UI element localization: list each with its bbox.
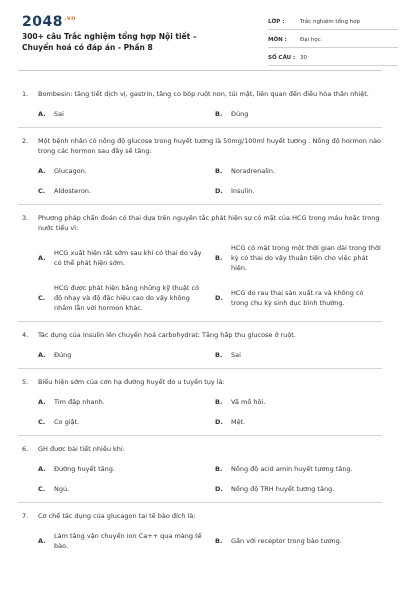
option-text: Ngủ.: [54, 485, 70, 493]
option-letter: A.: [38, 254, 46, 262]
meta-row-class: [268, 15, 398, 30]
meta-row-subject: [268, 33, 398, 48]
option-letter: B.: [215, 254, 223, 262]
option-d[interactable]: [215, 186, 382, 196]
site-logo[interactable]: [22, 14, 76, 30]
meta-row-count: [268, 51, 398, 66]
question-text: Phương pháp chẩn đoán có thai dựa trên nguyên tắc phát hiện sự có mặt của HCG trong máu hoặc trong nước tiểu vì:: [38, 214, 380, 232]
document-meta: [268, 15, 398, 69]
option-letter: B.: [215, 351, 223, 359]
meta-label: SỐ CÂU :: [268, 55, 296, 61]
option-text: HCG do rau thai sản xuất ra và không có trong chu kỳ sinh dục bình thường.: [231, 289, 364, 307]
meta-value: Trắc nghiệm tổng hợp: [300, 19, 361, 25]
question-text: Cơ chế tác dụng của glucagon tại tế bào đích là:: [38, 512, 196, 520]
option-letter: A.: [38, 167, 46, 175]
question-number: 5.: [22, 378, 29, 386]
option-text: Nồng độ acid amin huyết tương tăng.: [231, 465, 353, 473]
option-text: Gắn với receptor trong bào tương.: [231, 537, 342, 545]
option-letter: D.: [215, 418, 223, 426]
option-b[interactable]: [215, 109, 382, 119]
meta-label: LỚP :: [268, 19, 285, 25]
option-letter: B.: [215, 465, 223, 473]
option-text: Làm tăng vận chuyển ion Ca++ qua màng tế bào.: [54, 532, 202, 550]
logo-text: 2048: [22, 14, 63, 30]
question-number: 1.: [22, 90, 29, 98]
option-text: Vã mồ hôi.: [231, 398, 266, 406]
option-text: Đúng: [54, 351, 72, 359]
option-b[interactable]: [215, 397, 382, 407]
option-d[interactable]: [215, 283, 382, 313]
question-number: 6.: [22, 445, 29, 453]
question-number: 2.: [22, 137, 29, 145]
question-number: 4.: [22, 331, 29, 339]
option-c[interactable]: [38, 283, 205, 313]
option-a[interactable]: [38, 464, 205, 474]
question-text: Biểu hiện sớm của cơn hạ đường huyết do u tuyến tụy là:: [38, 378, 225, 386]
option-letter: B.: [215, 110, 223, 118]
option-letter: D.: [215, 294, 223, 302]
option-text: Đường huyết tăng.: [54, 465, 115, 473]
question-3: [18, 213, 382, 322]
option-text: Nồng độ TRH huyết tương tăng.: [231, 485, 335, 493]
option-letter: D.: [215, 485, 223, 493]
option-letter: B.: [215, 167, 223, 175]
option-text: Glucagon.: [54, 167, 87, 175]
option-letter: A.: [38, 110, 46, 118]
option-text: HCG xuất hiện rất sớm sau khi có thai do vậy có thể phát hiện sớm.: [54, 249, 202, 267]
question-text: Bombesin: tăng tiết dịch vị, gastrin, tăng co bóp ruột non, túi mật, liên quan đến điều hòa thân nhiệt.: [38, 90, 369, 98]
option-text: Tim đập nhanh.: [54, 398, 105, 406]
option-text: Co giật.: [54, 418, 80, 426]
option-a[interactable]: [38, 531, 205, 551]
question-number: 7.: [22, 512, 29, 520]
option-text: Sai: [231, 351, 241, 359]
option-text: Insulin.: [231, 187, 255, 195]
option-letter: C.: [38, 294, 46, 302]
meta-value: 30: [300, 55, 307, 61]
option-letter: C.: [38, 418, 46, 426]
document-header: [18, 0, 382, 71]
option-a[interactable]: [38, 166, 205, 176]
option-letter: A.: [38, 465, 46, 473]
question-1: [18, 89, 382, 128]
option-b[interactable]: [215, 243, 382, 273]
option-a[interactable]: [38, 109, 205, 119]
logo-domain: .vn: [63, 15, 76, 23]
question-list: [18, 71, 382, 559]
option-d[interactable]: [215, 417, 382, 427]
option-text: Sai: [54, 110, 64, 118]
option-letter: B.: [215, 398, 223, 406]
option-text: Aldosteron.: [54, 187, 91, 195]
question-number: 3.: [22, 214, 29, 222]
option-a[interactable]: [38, 243, 205, 273]
option-b[interactable]: [215, 531, 382, 551]
question-4: [18, 330, 382, 369]
option-letter: A.: [38, 398, 46, 406]
option-text: Mệt.: [231, 418, 246, 426]
option-letter: C.: [38, 485, 46, 493]
option-b[interactable]: [215, 350, 382, 360]
option-text: HCG được phát hiện bằng những kỹ thuật có độ nhạy và độ đặc hiệu cao do vậy không nhầm lẫn với hormon khác.: [54, 284, 200, 312]
option-b[interactable]: [215, 166, 382, 176]
option-letter: D.: [215, 187, 223, 195]
meta-label: MÔN :: [268, 37, 287, 43]
option-text: Đúng: [231, 110, 249, 118]
question-5: [18, 377, 382, 436]
option-a[interactable]: [38, 350, 205, 360]
option-a[interactable]: [38, 397, 205, 407]
option-letter: A.: [38, 351, 46, 359]
option-c[interactable]: [38, 484, 205, 494]
option-c[interactable]: [38, 417, 205, 427]
question-6: [18, 444, 382, 503]
option-text: Noradrenalin.: [231, 167, 276, 175]
question-7: [18, 511, 382, 559]
question-text: Tác dụng của Insulin lên chuyển hoá carbohydrat: Tăng hấp thu glucose ở ruột.: [38, 331, 296, 339]
question-text: GH được bài tiết nhiều khi:: [38, 445, 125, 453]
option-letter: B.: [215, 537, 223, 545]
option-d[interactable]: [215, 484, 382, 494]
option-c[interactable]: [38, 186, 205, 196]
option-b[interactable]: [215, 464, 382, 474]
option-text: HCG có mặt trong một thời gian dài trong thời kỳ có thai do vậy thuận tiện cho việc phát hiện.: [231, 244, 381, 272]
document-title: 300+ câu Trắc nghiệm tổng hợp Nội tiết – Chuyển hoá có đáp án - Phần 8: [22, 32, 197, 52]
question-2: [18, 136, 382, 205]
meta-value: Đại học: [300, 37, 321, 43]
option-letter: C.: [38, 187, 46, 195]
question-text: Một bệnh nhân có nồng độ glucose trong huyết tương là 50mg/100ml huyết tương . Nồng độ hormon nào trong các hormon sau đây sẽ tăng:: [38, 137, 382, 155]
option-letter: A.: [38, 537, 46, 545]
